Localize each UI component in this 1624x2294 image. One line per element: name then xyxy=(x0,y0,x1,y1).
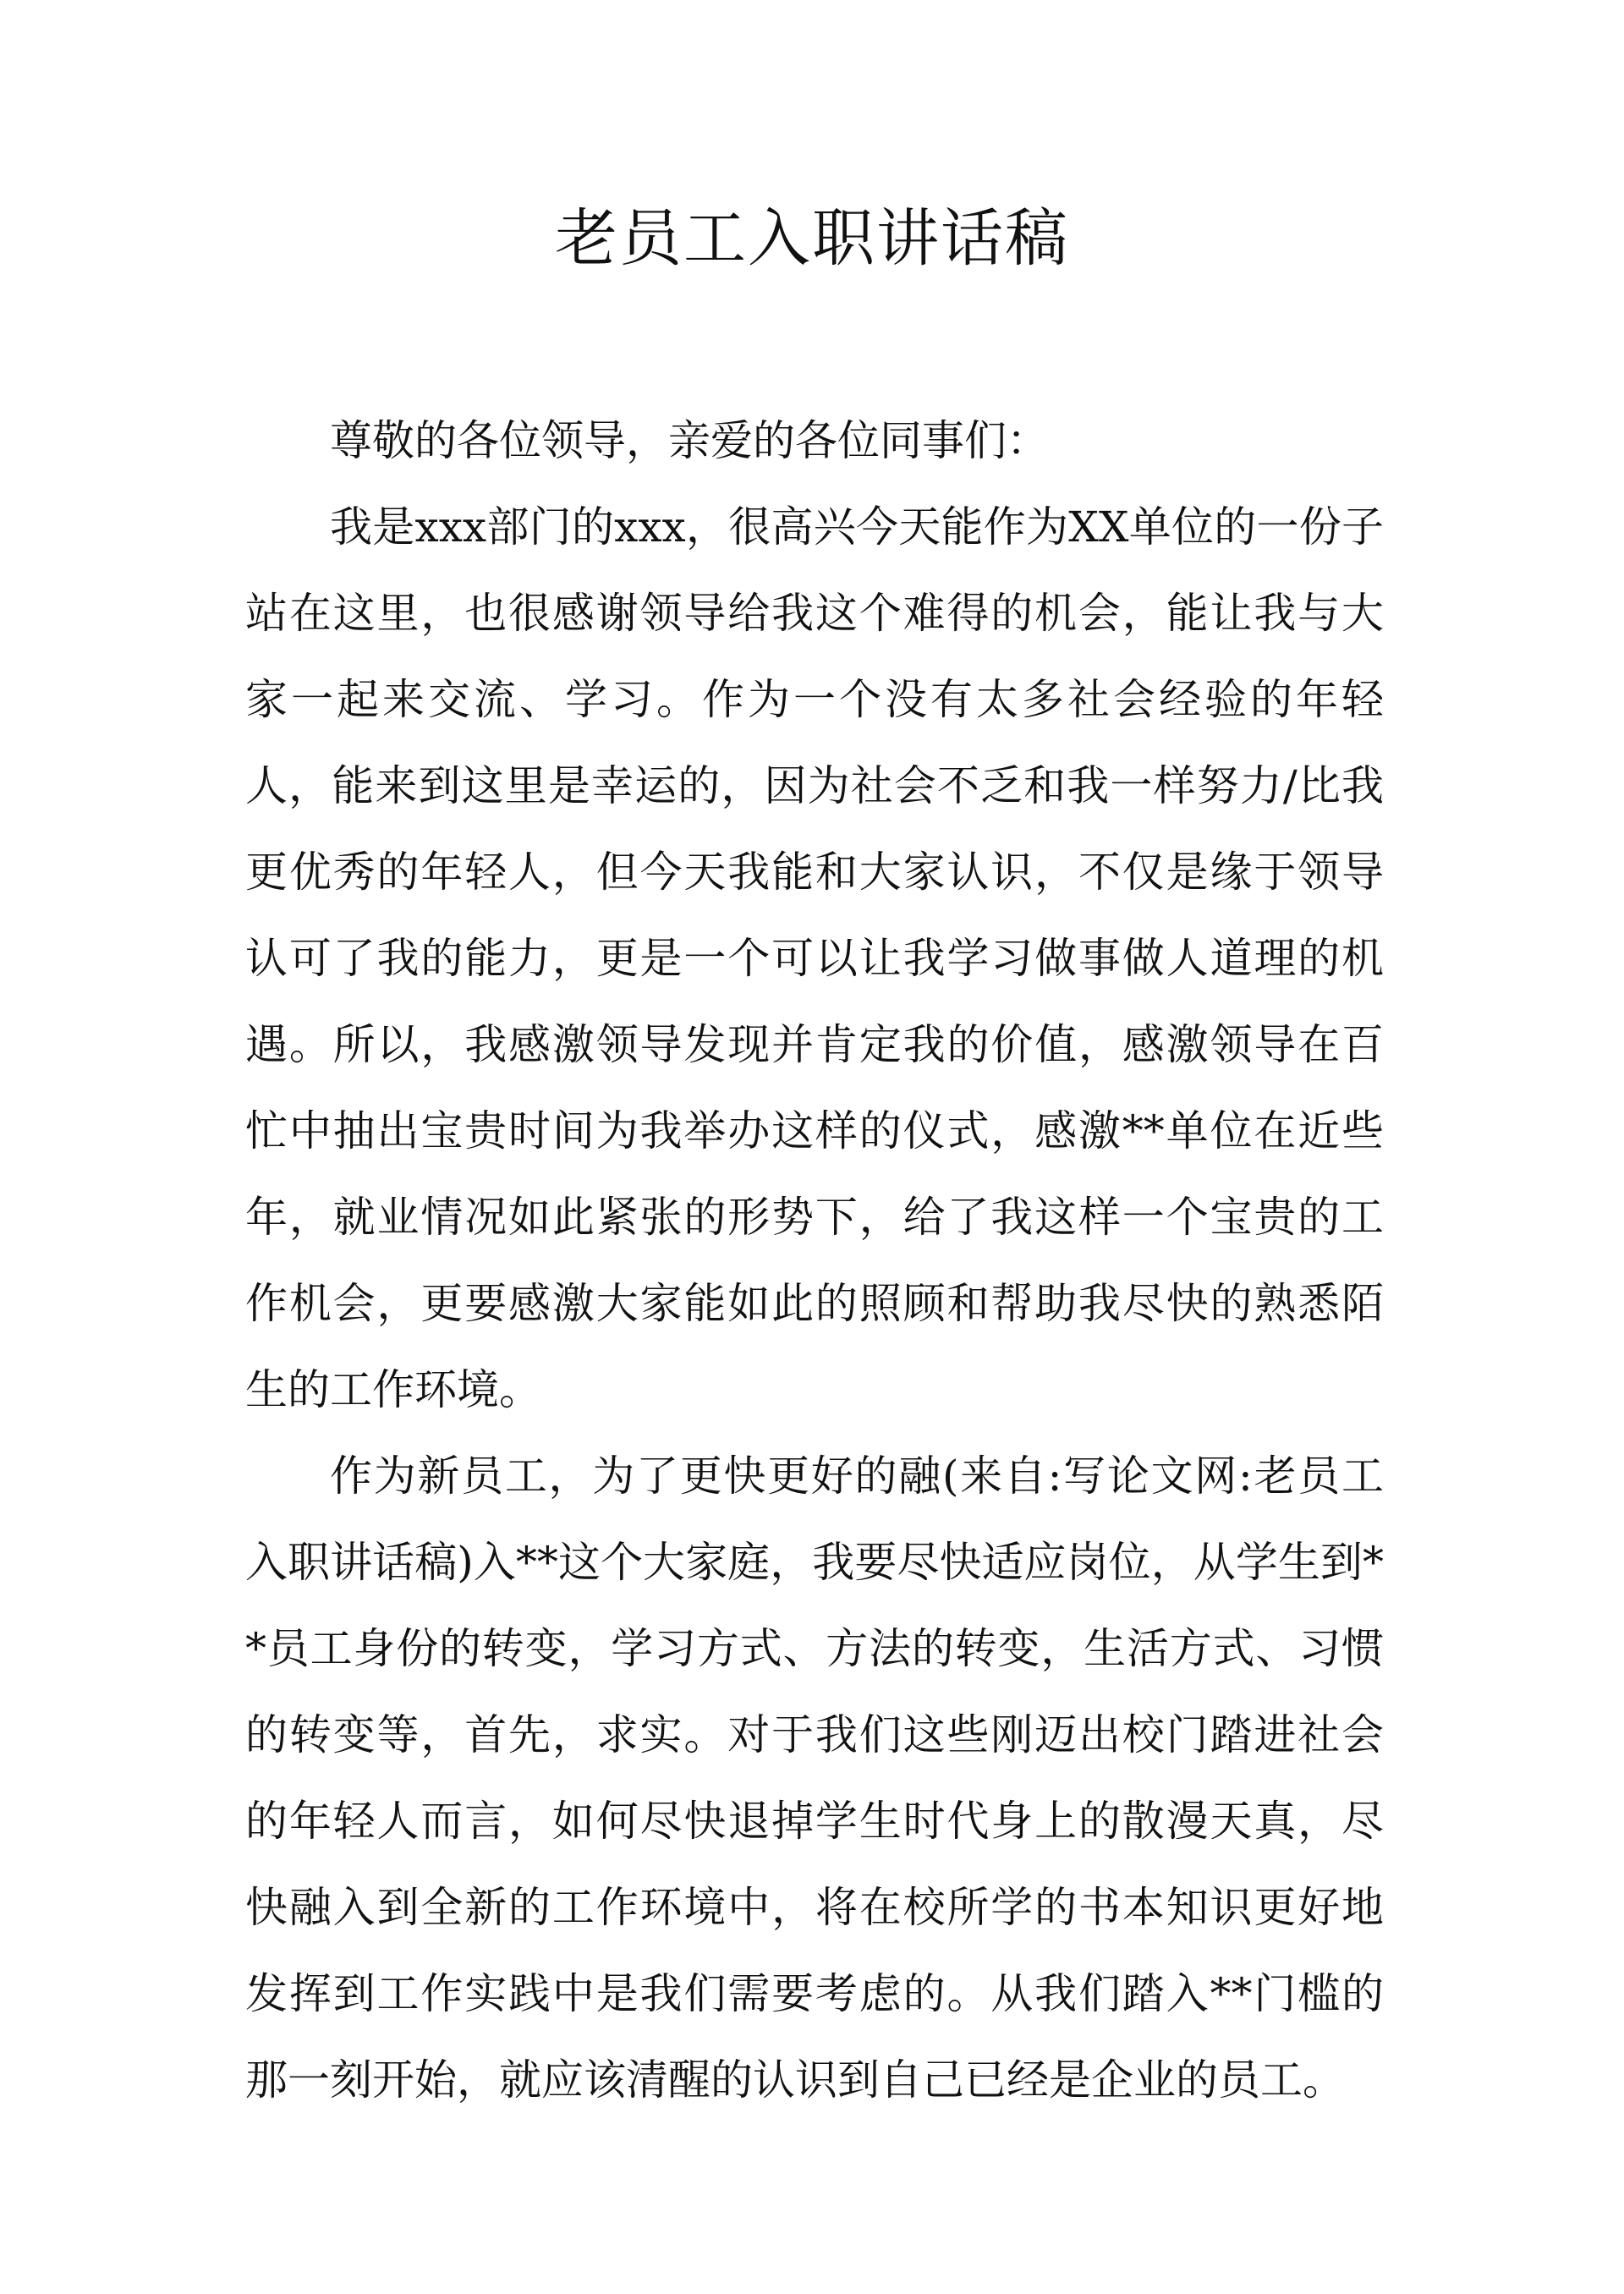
new-employee-paragraph: 作为新员工，为了更快更好的融(来自:写论文网:老员工入职讲话稿)入**这个大家庭，我要尽快适应岗位，从学生到**员工身份的转变，学习方式、方法的转变，生活方式、习惯的转变等，首先，求实。对于我们这些刚迈出校门踏进社会的年轻人而言，如何尽快退掉学生时代身上的散漫天真，尽快融入到全新的工作环境中，将在校所学的书本知识更好地发挥到工作实践中是我们需要考虑的。从我们踏入**门槛的那一刻开始，就应该清醒的认识到自己已经是企业的员工。 xyxy=(245,1452,1384,2105)
salutation-paragraph: 尊敬的各位领导，亲爱的各位同事们： xyxy=(330,416,1049,465)
document-body xyxy=(245,398,1384,2123)
document-title: 老员工入职讲话稿 xyxy=(555,202,1069,275)
introduction-paragraph: 我是xxx部门的xxx，很高兴今天能作为XX单位的一份子站在这里，也很感谢领导给我这个难得的机会，能让我与大家一起来交流、学习。作为一个没有太多社会经验的年轻人，能来到这里是幸运的，因为社会不乏和我一样努力/比我更优秀的年轻人，但今天我能和大家认识，不仅是缘于领导认可了我的能力，更是一个可以让我学习做事做人道理的机遇。所以，我感激领导发现并肯定我的价值，感激领导在百忙中抽出宝贵时间为我举办这样的仪式，感激**单位在近些年，就业情况如此紧张的形势下，给了我这样一个宝贵的工作机会，更要感激大家能如此的照顾和帮助我尽快的熟悉陌生的工作环境。 xyxy=(245,502,1384,1414)
